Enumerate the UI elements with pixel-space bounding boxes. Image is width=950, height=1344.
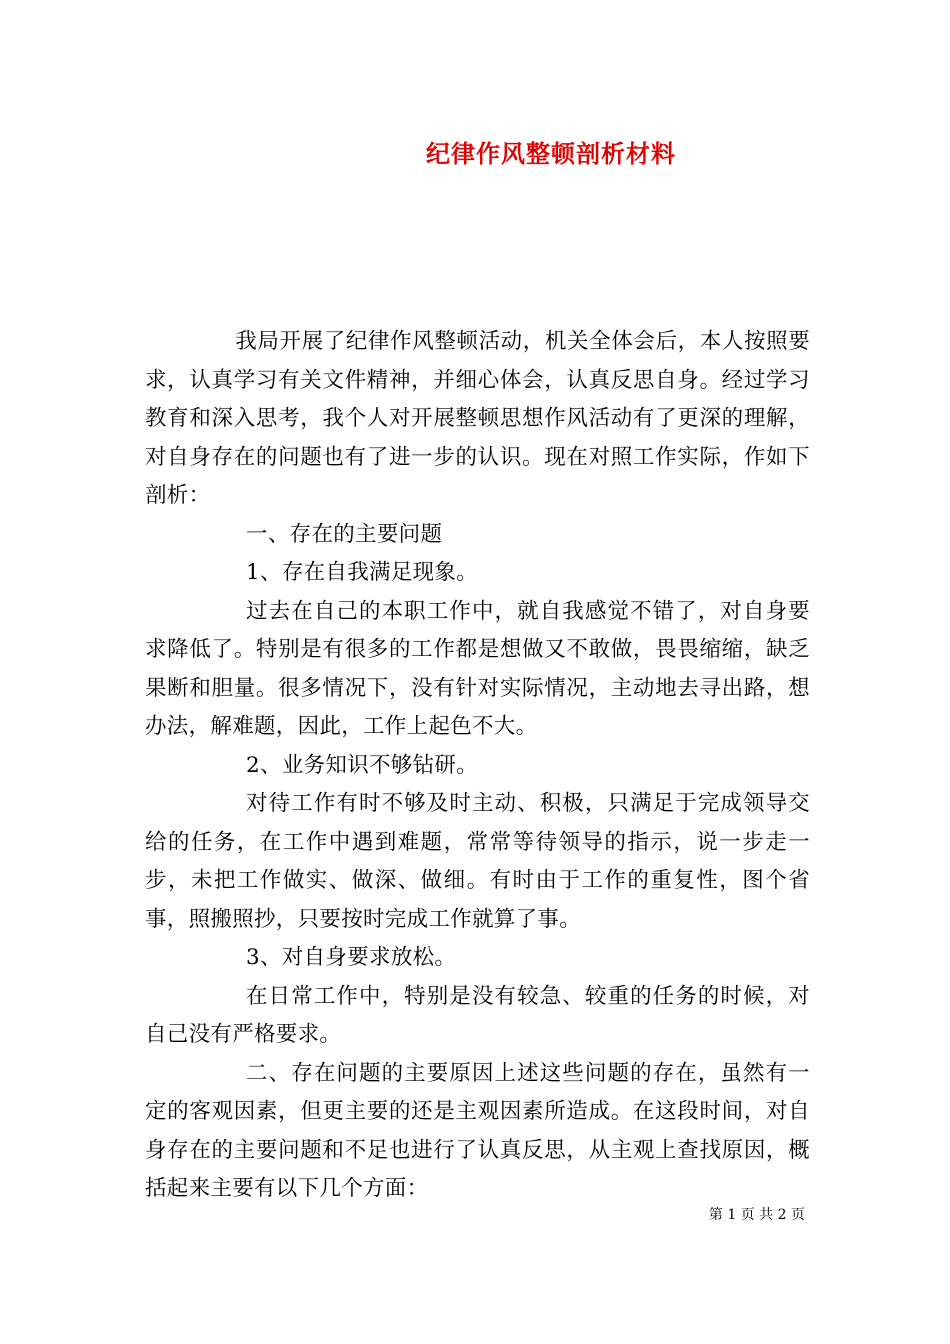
document-body [145,323,810,1209]
section-heading-1: 一、存在的主要问题 [246,521,443,547]
section-heading-2: 二、存在问题的主要原因上述这些问题的存在，虽然有一定的客观因素，但更主要的还是主观因素所造成。在这段时间，对自身存在的主要问题和不足也进行了认真反思，从主观上查找原因，概括起来主要有以下几个方面： [145,1060,810,1201]
item-1-body: 过去在自己的本职工作中，就自我感觉不错了，对自身要求降低了。特别是有很多的工作都是想做又不敢做，畏畏缩缩，缺乏果断和胆量。很多情况下，没有针对实际情况，主动地去寻出路，想办法，解难题，因此，工作上起色不大。 [145,598,810,739]
intro-paragraph: 我局开展了纪律作风整顿活动，机关全体会后，本人按照要求，认真学习有关文件精神，并细心体会，认真反思自身。经过学习教育和深入思考，我个人对开展整顿思想作风活动有了更深的理解，对自身存在的问题也有了进一步的认识。现在对照工作实际，作如下剖析： [145,329,810,508]
document-title: 纪律作风整顿剖析材料 [426,139,676,168]
item-1-title: 1、存在自我满足现象。 [246,560,479,585]
page-number-label: 第 1 页 共 2 页 [708,1207,805,1223]
page-footer [709,1204,805,1224]
item-2-body: 对待工作有时不够及时主动、积极，只满足于完成领导交给的任务，在工作中遇到难题，常常等待领导的指示，说一步走一步，未把工作做实、做深、做细。有时由于工作的重复性，图个省事，照搬照抄，只要按时完成工作就算了事。 [145,791,810,932]
item-2-title: 2、业务知识不够钻研。 [246,752,479,778]
item-3-body: 在日常工作中，特别是没有较急、较重的任务的时候，对自己没有严格要求。 [145,983,810,1047]
item-3-title: 3、对自身要求放松。 [246,945,457,970]
